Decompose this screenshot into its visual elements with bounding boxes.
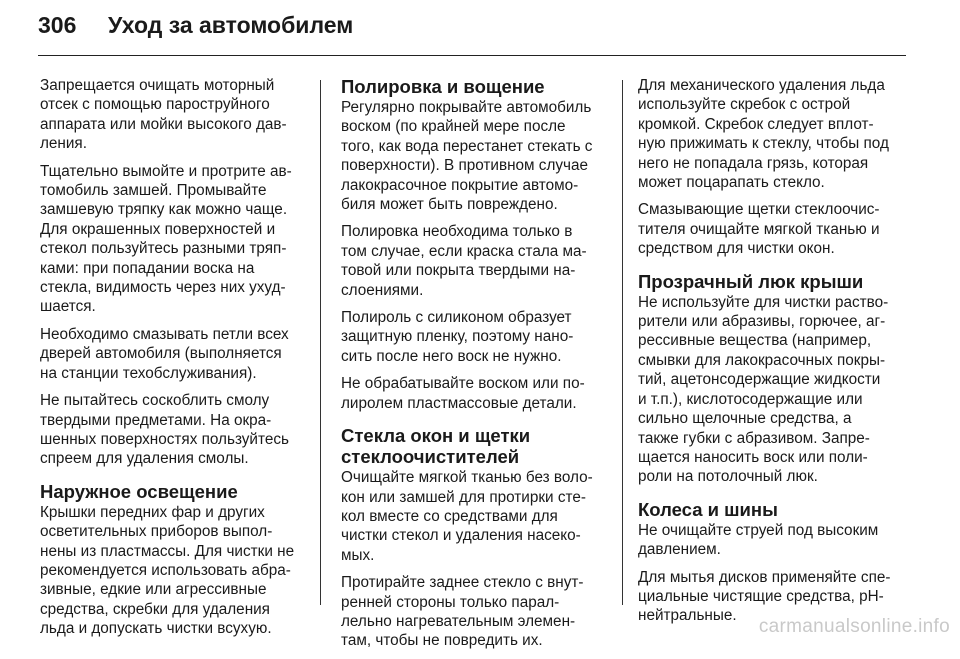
section-heading: Наружное освещение [40, 480, 238, 502]
body-paragraph: Не обрабатывайте воском или по- лиролем пластмассовые детали. [341, 375, 585, 412]
page-header [38, 12, 353, 52]
section-heading: Стекла окон и щетки стеклоочистителей [341, 425, 531, 468]
body-paragraph: Полироль с силиконом образует защитную пленку, поэтому нано- сить после него воск не нужно. [341, 309, 574, 365]
section-heading: Полировка и вощение [341, 76, 545, 97]
watermark: carmanualsonline.info [758, 616, 950, 637]
text-column-3 [638, 76, 910, 634]
body-paragraph: Для механического удаления льда используйте скребок с острой кромкой. Скребок следует вплот- ную прижимать к стеклу, чтобы под него не попадала грязь, которая может поцарапать стекло. [638, 77, 889, 192]
body-paragraph: Не используйте для чистки раство- рители или абразивы, горючее, аг- рессивные вещества (например, смывки для лакокрасочных покры- тий, ацетонсодержащие жидкости и т.п.), кислотосодержащие или сильно щелочные средства, а также губки с абразивом. Запре- щается наносить воск или поли- роли на потолочный люк. [638, 293, 889, 486]
body-paragraph: Для мытья дисков применяйте спе- циальные чистящие средства, pH- нейтральные. [638, 568, 891, 625]
page-number: 306 [38, 12, 77, 38]
body-paragraph: Тщательно вымойте и протрите ав- томобиль замшей. Промывайте замшевую тряпку как можно чаще. Для окрашенных поверхностей и стекол пользуйтесь разными тряп- ками: при попадании воска на стекла, видимость через них ухуд- шается. [40, 162, 292, 316]
section-heading: Прозрачный люк крыши [638, 270, 864, 292]
body-paragraph: Необходимо смазывать петли всех дверей автомобиля (выполняется на станции техобслуживания). [40, 325, 289, 382]
column-divider [622, 80, 623, 605]
section-heading: Колеса и шины [638, 498, 778, 520]
column-divider [320, 80, 321, 605]
chapter-title: Уход за автомобилем [108, 12, 354, 38]
body-paragraph: Не пытайтесь соскоблить смолу твердыми предметами. На окра- шенных поверхностях пользуйтесь спреем для удаления смолы. [40, 392, 289, 468]
body-paragraph: Полировка необходима только в том случае, если краска стала ма- товой или покрыта твердыми на- слоениями. [341, 223, 587, 299]
text-column-1 [40, 76, 312, 647]
body-paragraph: Запрещается очищать моторный отсек с помощью пароструйного аппарата или мойки высокого дав- ления. [40, 77, 287, 153]
body-paragraph: Регулярно покрывайте автомобиль воском (по крайней мере после того, как вода перестанет стекать с поверхности). В противном случае лакокрасочное покрытие автомо- биля может быть повреждено. [341, 99, 593, 214]
text-column-2 [341, 76, 616, 659]
body-paragraph: Очищайте мягкой тканью без воло- кон или замшей для протирки сте- кол вместе со средствами для чистки стекол и удаления насеко- мых. [341, 469, 593, 564]
body-paragraph: Крышки передних фар и других осветительных приборов выпол- нены из пластмассы. Для чистки не рекомендуется использовать абра- зивные, едкие или агрессивные средства, скребки для удаления льда и допускать чистки всухую. [40, 503, 295, 638]
body-paragraph: Протирайте заднее стекло с внут- ренней стороны только парал- лельно нагревательным элемен- там, чтобы не повредить их. [341, 574, 584, 650]
body-paragraph: Смазывающие щетки стеклоочис- тителя очищайте мягкой тканью и средством для чистки окон. [638, 201, 880, 258]
header-divider [38, 55, 906, 56]
body-paragraph: Не очищайте струей под высоким давлением. [638, 521, 879, 559]
